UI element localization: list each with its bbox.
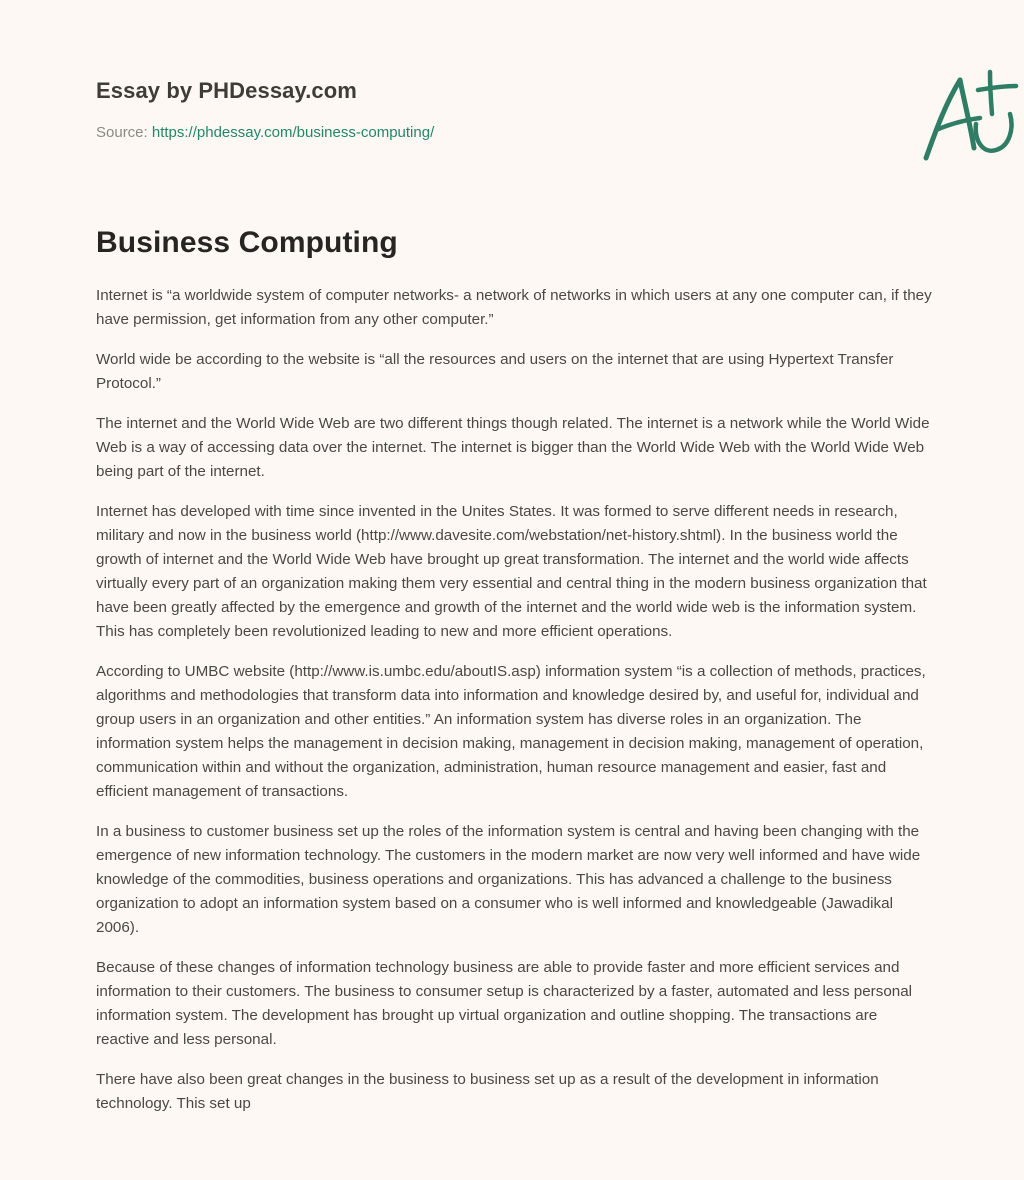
a-plus-grade-icon <box>918 66 1022 166</box>
source-line <box>96 124 434 141</box>
essay-paragraph: Internet is “a worldwide system of computer networks- a network of networks in which users at any one computer can, if they have permission, get information from any other computer.” <box>96 287 932 328</box>
essay-paragraph: Because of these changes of information technology business are able to provide faster and more efficient services and information to their customers. The business to consumer setup is characterized by a faster, automated and less personal information system. The development has brought up virtual organization and outline shopping. The transactions are reactive and less personal. <box>96 959 913 1048</box>
essay-paragraph: Internet has developed with time since invented in the Unites States. It was formed to serve different needs in research, military and now in the business world (http://www.davesite.com/webstation/net-history.shtml). In the business world the growth of internet and the World Wide Web have brought up great transformation. The internet and the world wide affects virtually every part of an organization making them very essential and central thing in the modern business organization that have been greatly affected by the emergence and growth of the internet and the world wide web is the information system. This has completely been revolutionized leading to new and more efficient operations. <box>96 503 927 640</box>
source-link[interactable]: https://phdessay.com/business-computing/ <box>151 124 435 141</box>
site-brand: Essay by PHDessay.com <box>96 78 357 103</box>
essay-paragraph: In a business to customer business set up the roles of the information system is central and having been changing with the emergence of new information technology. The customers in the modern market are now very well informed and have wide knowledge of the commodities, business operations and organizations. This has advanced a challenge to the business organization to adopt an information system based on a consumer who is well informed and knowledgeable (Jawadikal 2006). <box>96 823 921 936</box>
source-label: Source: <box>96 124 148 141</box>
essay-paragraph: According to UMBC website (http://www.is.umbc.edu/aboutIS.asp) information system “is a collection of methods, practices, algorithms and methodologies that transform data into information and knowledge desired by, and useful for, individual and group users in an organization and other entities.” An information system has diverse roles in an organization. The information system helps the management in decision making, management in decision making, management of operation, communication within and without the organization, administration, human resource management and easier, fast and efficient management of transactions. <box>96 663 926 800</box>
essay-paragraph: The internet and the World Wide Web are two different things though related. The internet is a network while the World Wide Web is a way of accessing data over the internet. The internet is bigger than the World Wide Web with the World Wide Web being part of the internet. <box>96 415 930 480</box>
essay-title: Business Computing <box>96 226 398 259</box>
essay-body <box>96 284 932 1132</box>
essay-paragraph: World wide be according to the website is “all the resources and users on the internet that are using Hypertext Transfer Protocol.” <box>96 351 894 392</box>
essay-paragraph: There have also been great changes in the business to business set up as a result of the development in information technology. This set up <box>96 1071 879 1112</box>
